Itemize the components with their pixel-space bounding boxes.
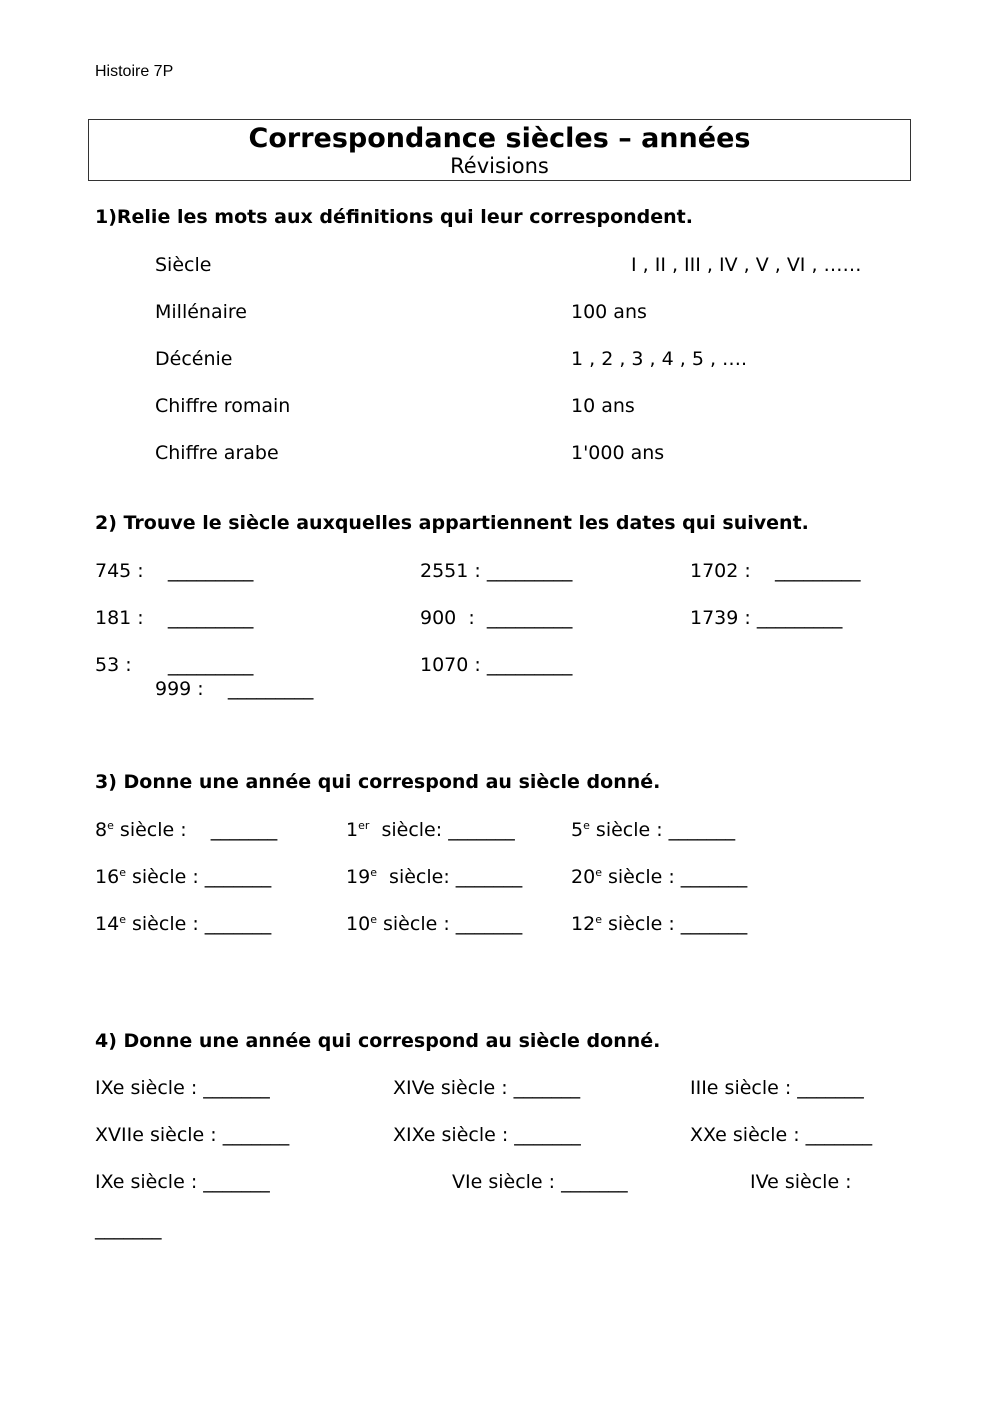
q2-heading: 2) Trouve le siècle auxquelles appartiennent les dates qui suivent. (95, 512, 809, 534)
q2-item: 999 : _________ (155, 678, 314, 700)
q3-item: 8e siècle : _______ (95, 819, 278, 841)
q2-item: 1739 : _________ (690, 607, 843, 629)
q3-item: 16e siècle : _______ (95, 866, 272, 888)
q4-item: IIIe siècle : _______ (690, 1077, 864, 1099)
q1-word: Siècle (155, 254, 212, 276)
q4-item: XXe siècle : _______ (690, 1124, 873, 1146)
q2-item: 900 : _________ (420, 607, 573, 629)
q1-definition: I , II , III , IV , V , VI , …… (631, 254, 862, 276)
q4-item: XIXe siècle : _______ (393, 1124, 581, 1146)
q4-item: VIe siècle : _______ (452, 1171, 628, 1193)
q4-heading: 4) Donne une année qui correspond au siècle donné. (95, 1030, 661, 1052)
q4-item: XVIIe siècle : _______ (95, 1124, 290, 1146)
page-title: Correspondance siècles – années (248, 123, 751, 154)
q3-item: 10e siècle : _______ (346, 913, 523, 935)
q4-item: XIVe siècle : _______ (393, 1077, 581, 1099)
q1-definition: 1 , 2 , 3 , 4 , 5 , …. (571, 348, 748, 370)
q4-item: IXe siècle : _______ (95, 1077, 270, 1099)
q1-word: Chiffre romain (155, 395, 291, 417)
q1-word: Chiffre arabe (155, 442, 279, 464)
q1-definition: 10 ans (571, 395, 635, 417)
q2-item: 745 : _________ (95, 560, 254, 582)
q3-item: 12e siècle : _______ (571, 913, 748, 935)
q3-item: 20e siècle : _______ (571, 866, 748, 888)
q2-item: 1702 : _________ (690, 560, 861, 582)
q1-definition: 1'000 ans (571, 442, 665, 464)
q4-item: IXe siècle : _______ (95, 1171, 270, 1193)
q2-item: 53 : _________ (95, 654, 254, 676)
q3-heading: 3) Donne une année qui correspond au siècle donné. (95, 771, 661, 793)
q1-heading: 1)Relie les mots aux définitions qui leur correspondent. (95, 206, 693, 228)
q3-item: 1er siècle: _______ (346, 819, 515, 841)
subject-label: Histoire 7P (95, 63, 174, 80)
q1-word: Décénie (155, 348, 233, 370)
page-subtitle: Révisions (450, 154, 549, 178)
q2-item: 181 : _________ (95, 607, 254, 629)
q1-word: Millénaire (155, 301, 247, 323)
q3-item: 19e siècle: _______ (346, 866, 523, 888)
q2-item: 2551 : _________ (420, 560, 573, 582)
title-box (88, 119, 911, 181)
q4-item: IVe siècle : (750, 1171, 852, 1193)
q3-item: 14e siècle : _______ (95, 913, 272, 935)
q4-answer-blank: _______ (95, 1218, 162, 1240)
q2-item: 1070 : _________ (420, 654, 573, 676)
q3-item: 5e siècle : _______ (571, 819, 736, 841)
q1-definition: 100 ans (571, 301, 647, 323)
